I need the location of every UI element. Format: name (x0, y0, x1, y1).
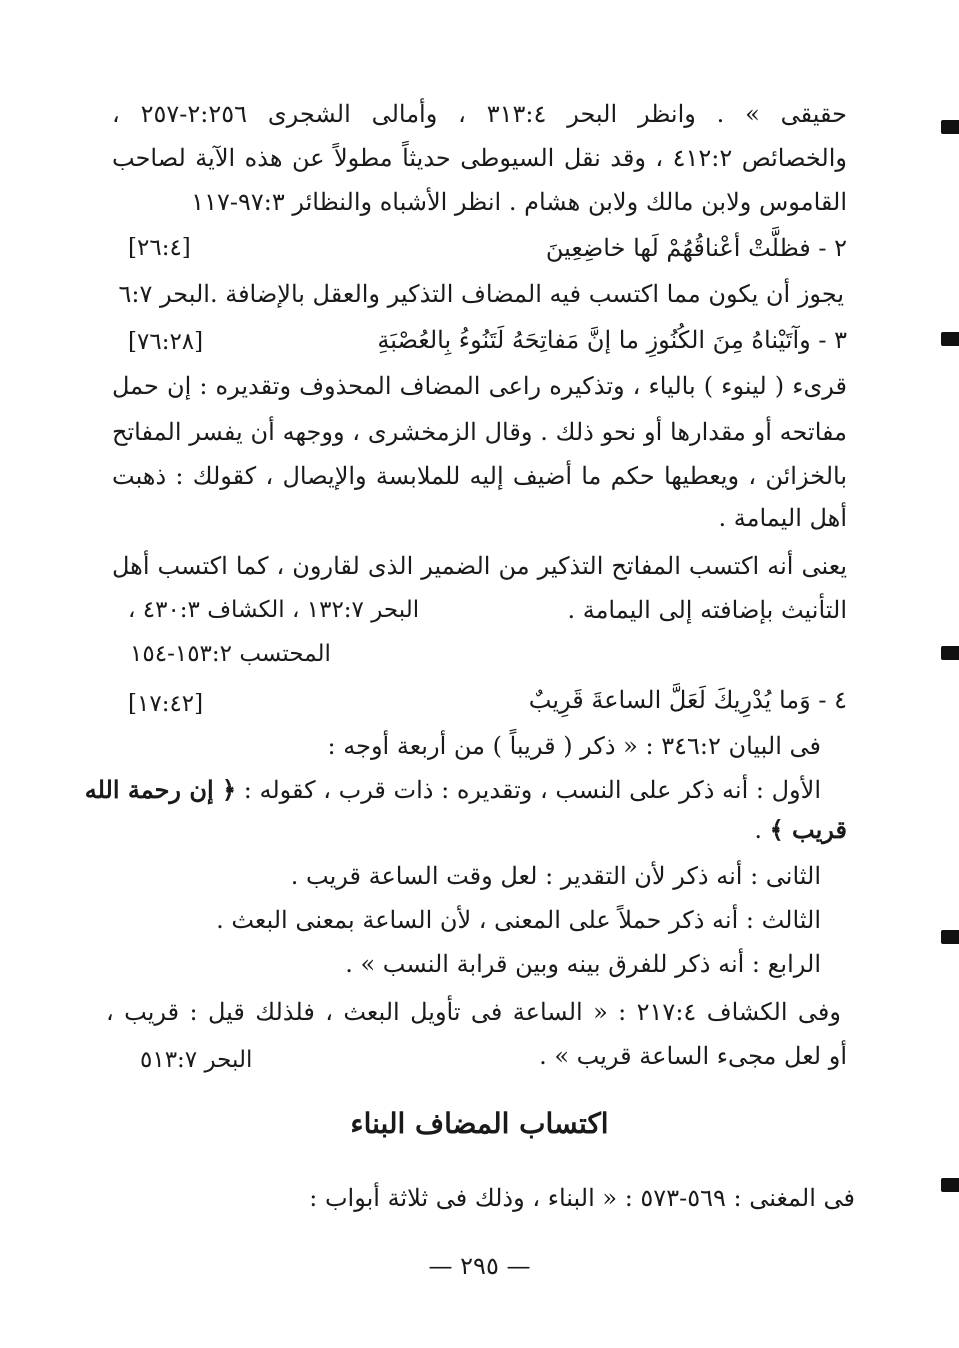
text-line (112, 810, 847, 850)
text-line: يعنى أنه اكتسب المفاتح التذكير من الضمير الذى لقارون ، كما اكتسب أهل (112, 552, 847, 580)
scan-edge-mark (941, 646, 959, 660)
verse-line: ٢ - فظلَّتْ أعْناقُهُمْ لَها خاضِعِينَ (545, 234, 847, 262)
scan-edge-mark (941, 332, 959, 346)
section-heading: اكتساب المضاف البناء (350, 1107, 609, 1140)
text-line: الثالث : أنه ذكر حملاً على المعنى ، لأن الساعة بمعنى البعث . (216, 906, 821, 934)
source-citation: البحر ٥١٣:٧ (140, 1047, 253, 1073)
text-line: أهل اليمامة . (718, 504, 847, 532)
text-line: والخصائص ٤١٢:٢ ، وقد نقل السيوطى حديثاً مطولاً عن هذه الآية لصاحب (112, 144, 847, 172)
verse-line: ٣ - وآتَيْناهُ مِنَ الكُنُوزِ ما إنَّ مَفاتِحَهُ لَتَنُوءُ بِالعُصْبَةِ (377, 326, 847, 354)
text-line: فى المغنى : ٥٦٩-٥٧٣ : « البناء ، وذلك فى ثلاثة أبواب : (309, 1184, 855, 1212)
scan-edge-mark (941, 120, 959, 134)
text-line: بالخزائن ، ويعطيها حكم ما أضيف إليه للملابسة والإيصال ، كقولك : ذهبت (112, 462, 847, 490)
text-line: يجوز أن يكون مما اكتسب فيه المضاف التذكير والعقل بالإضافة .البحر ٦:٧ (118, 280, 844, 308)
text-line: فى البيان ٣٤٦:٢ : « ذكر ( قريباً ) من أربعة أوجه : (327, 732, 821, 760)
text-line: الرابع : أنه ذكر للفرق بينه وبين قرابة النسب » . (345, 950, 821, 978)
verse-reference: [١٧:٤٢] (128, 691, 204, 717)
text-line: حقيقى » . وانظر البحر ٣١٣:٤ ، وأمالى الشجرى ٢:٢٥٦-٢٥٧ ، (112, 100, 847, 128)
text-line: الثانى : أنه ذكر لأن التقدير : لعل وقت الساعة قريب . (290, 862, 821, 890)
verse-line: ٤ - وَما يُدْرِيكَ لَعَلَّ الساعةَ قَرِيبٌ (528, 686, 847, 714)
verse-reference: [٢٦:٤] (128, 235, 191, 261)
text-segment: . (754, 816, 770, 844)
quran-quote: قريب ﴾ (769, 815, 847, 844)
text-line: قرىء ( لينوء ) بالياء ، وتذكيره راعى المضاف المحذوف وتقديره : إن حمل (112, 372, 847, 400)
scan-edge-mark (941, 930, 959, 944)
scan-edge-mark (941, 1178, 959, 1192)
text-segment: الأول : أنه ذكر على النسب ، وتقديره : ذات قرب ، كقوله : (243, 776, 821, 804)
quran-quote: ﴿ إن رحمة الله (84, 775, 237, 804)
text-line: التأنيث بإضافته إلى اليمامة . (567, 596, 847, 624)
source-citation: البحر ١٣٢:٧ ، الكشاف ٤٣٠:٣ ، (128, 597, 420, 623)
text-line: القاموس ولابن مالك ولابن هشام . انظر الأشباه والنظائر ٩٧:٣-١١٧ (191, 188, 847, 216)
text-line: مفاتحه أو مقدارها أو نحو ذلك . وقال الزمخشرى ، ووجهه أن يفسر المفاتح (112, 418, 847, 446)
verse-reference: [٧٦:٢٨] (128, 329, 204, 355)
page-number: — ٢٩٥ — (428, 1252, 531, 1280)
text-line: وفى الكشاف ٢١٧:٤ : « الساعة فى تأويل البعث ، فلذلك قيل : قريب ، (106, 998, 841, 1026)
text-line (86, 770, 821, 810)
text-line: أو لعل مجىء الساعة قريب » . (539, 1042, 847, 1070)
source-citation: المحتسب ١٥٣:٢-١٥٤ (130, 641, 331, 667)
